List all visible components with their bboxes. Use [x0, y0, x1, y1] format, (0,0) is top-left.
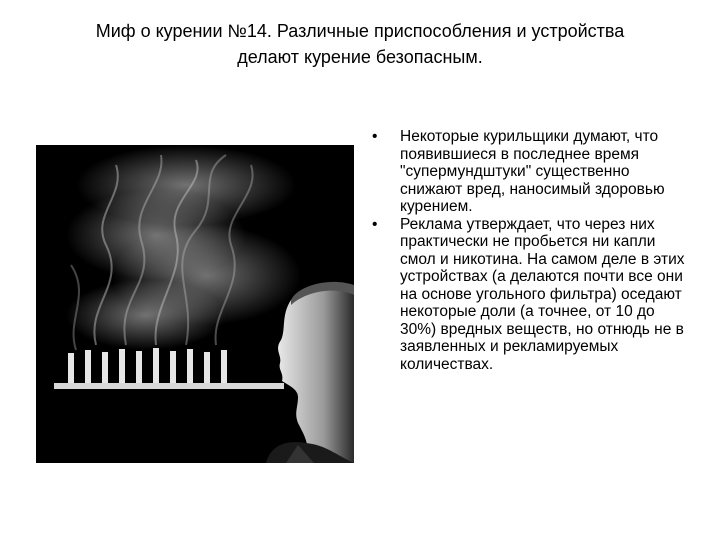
title-line-1: Миф о курении №14. Различные приспособления и устройства — [95, 21, 625, 41]
list-item — [372, 216, 692, 374]
bullet-dot: • — [372, 215, 378, 233]
photo-illustration — [36, 145, 354, 463]
slide-title — [20, 18, 700, 70]
title-line-2: делают курение безопасным. — [237, 47, 483, 67]
cigarette-holder — [54, 383, 284, 389]
list-item — [372, 128, 692, 216]
bullet-list — [372, 128, 692, 373]
bullet-dot: • — [372, 128, 378, 145]
bullet-text: Реклама утверждает, что через них практически не пробьется ни капли смол и никотина. На самом деле в этих устройствах (а делаются почти все они на основе угольного фильтра) оседают некоторые доли (а точнее, от 10 до 30%) вредных веществ, но отнюдь не в заявленных и рекламируемых количествах. — [400, 215, 685, 373]
smoking-man-photo — [36, 145, 354, 463]
bullet-text: Некоторые курильщики думают, что появившиеся в последнее время "супермундштуки" существенно снижают вред, наносимый здоровью курением. — [400, 128, 665, 215]
